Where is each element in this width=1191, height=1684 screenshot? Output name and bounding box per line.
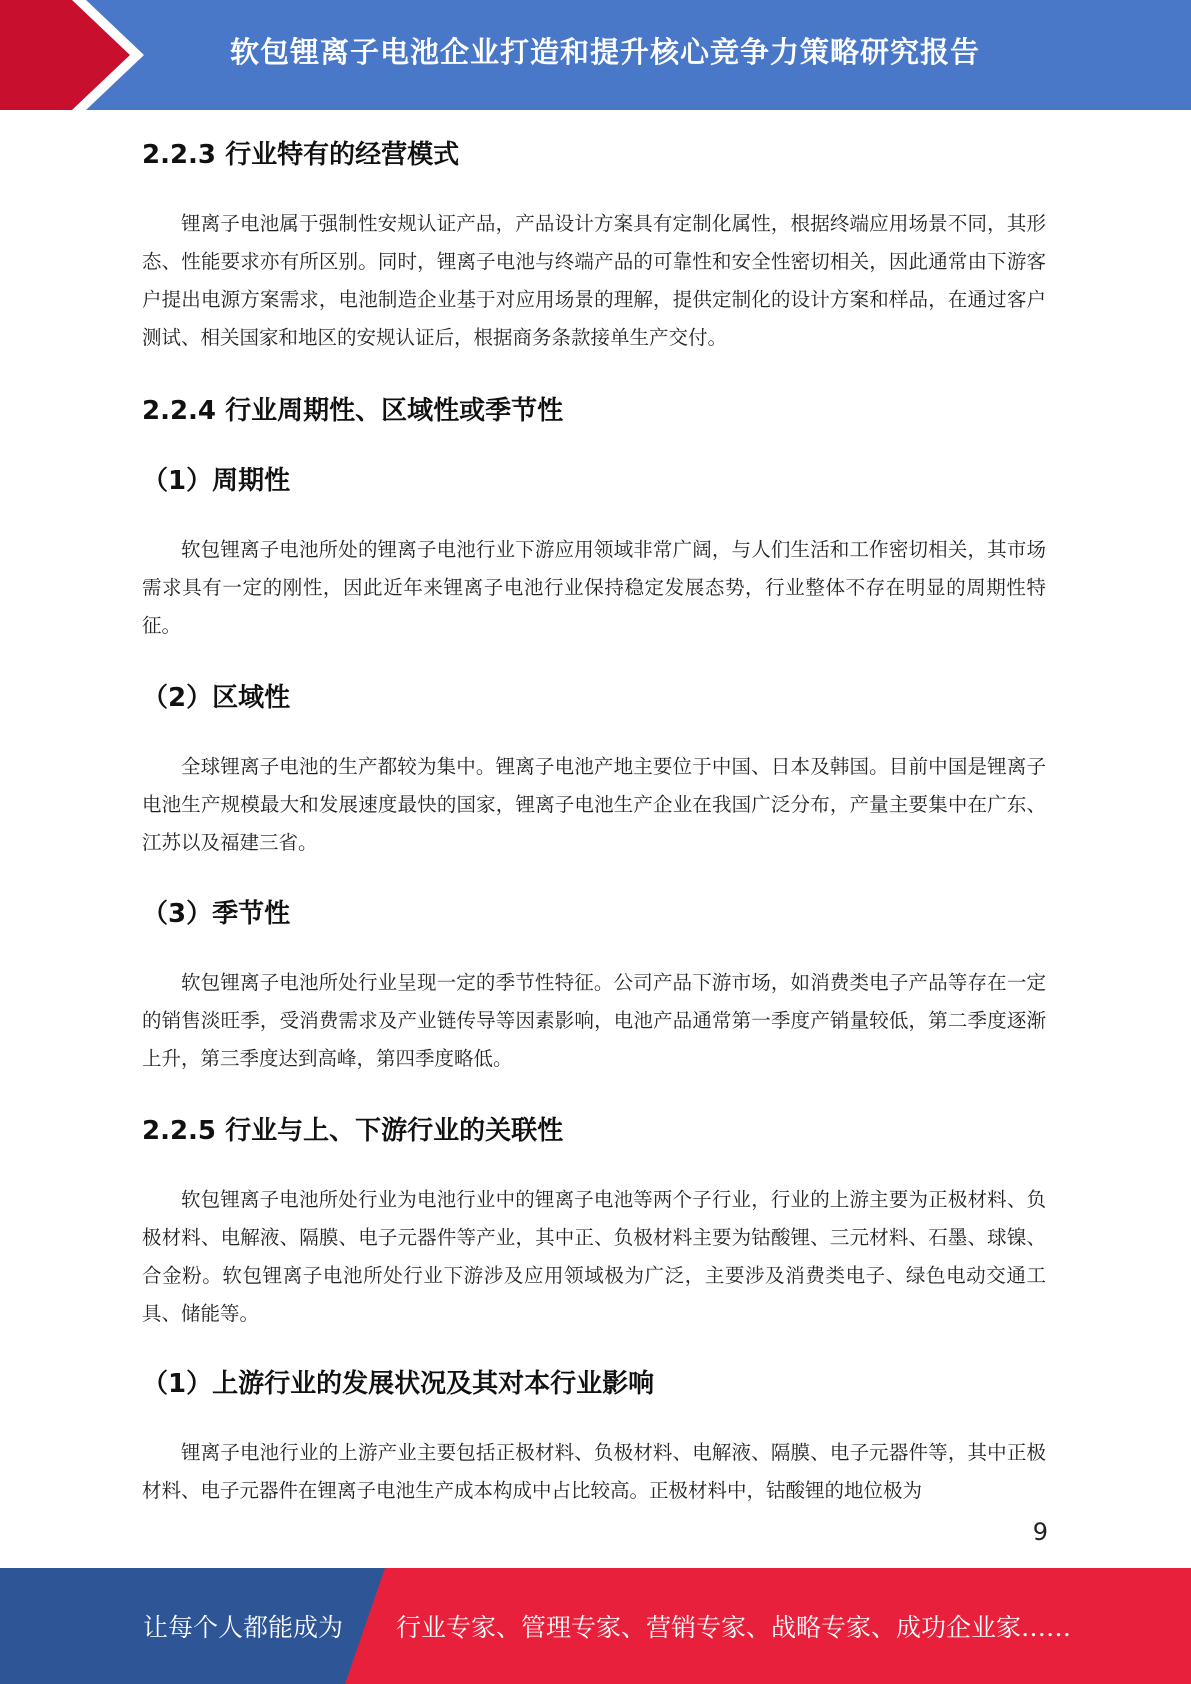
page-number: 9 — [1032, 1518, 1048, 1546]
paragraph-industry-linkage: 软包锂离子电池所处行业为电池行业中的锂离子电池等两个子行业，行业的上游主要为正极材料、负极材料、电解液、隔膜、电子元器件等产业，其中正、负极材料主要为钴酸锂、三元材料、石墨、球镍、合金粉。软包锂离子电池所处行业下游涉及应用领域极为广泛，主要涉及消费类电子、绿色电动交通工具、储能等。 — [142, 1188, 1046, 1325]
subheading-upstream-industry: （1）上游行业的发展状况及其对本行业影响 — [142, 1369, 655, 1399]
section-heading-2-2-4: 2.2.4 行业周期性、区域性或季节性 — [142, 396, 564, 426]
paragraph-upstream-industry: 锂离子电池行业的上游产业主要包括正极材料、负极材料、电解液、隔膜、电子元器件等，其中正极材料、电子元器件在锂离子电池生产成本构成中占比较高。正极材料中，钴酸锂的地位极为 — [142, 1441, 1046, 1502]
paragraph-seasonality: 软包锂离子电池所处行业呈现一定的季节性特征。公司产品下游市场，如消费类电子产品等存在一定的销售淡旺季，受消费需求及产业链传导等因素影响，电池产品通常第一季度产销量较低，第二季度逐渐上升，第三季度达到高峰，第四季度略低。 — [142, 971, 1046, 1070]
header-arrow-decoration — [0, 0, 160, 110]
footer-slogan-left: 让每个人都能成为 — [143, 1613, 344, 1642]
section-heading-2-2-3: 2.2.3 行业特有的经营模式 — [142, 140, 460, 170]
page-header — [0, 0, 1191, 110]
section-heading-2-2-5: 2.2.5 行业与上、下游行业的关联性 — [142, 1116, 564, 1146]
subheading-seasonality: （3）季节性 — [142, 899, 291, 929]
subheading-regionality: （2）区域性 — [142, 683, 291, 713]
paragraph-operating-model: 锂离子电池属于强制性安规认证产品，产品设计方案具有定制化属性，根据终端应用场景不同，其形态、性能要求亦有所区别。同时，锂离子电池与终端产品的可靠性和安全性密切相关，因此通常由下游客户提出电源方案需求，电池制造企业基于对应用场景的理解，提供定制化的设计方案和样品，在通过客户测试、相关国家和地区的安规认证后，根据商务条款接单生产交付。 — [142, 212, 1046, 349]
footer-slogan-right: 行业专家、管理专家、营销专家、战略专家、成功企业家…… — [396, 1613, 1072, 1642]
subheading-cyclicality: （1）周期性 — [142, 466, 291, 496]
paragraph-cyclicality: 软包锂离子电池所处的锂离子电池行业下游应用领域非常广阔，与人们生活和工作密切相关，其市场需求具有一定的刚性，因此近年来锂离子电池行业保持稳定发展态势，行业整体不存在明显的周期性特征。 — [142, 538, 1046, 637]
paragraph-regionality: 全球锂离子电池的生产都较为集中。锂离子电池产地主要位于中国、日本及韩国。目前中国是锂离子电池生产规模最大和发展速度最快的国家，锂离子电池生产企业在我国广泛分布，产量主要集中在广东、江苏以及福建三省。 — [142, 755, 1046, 854]
report-title: 软包锂离子电池企业打造和提升核心竞争力策略研究报告 — [230, 35, 981, 69]
page-footer — [0, 1568, 1191, 1684]
